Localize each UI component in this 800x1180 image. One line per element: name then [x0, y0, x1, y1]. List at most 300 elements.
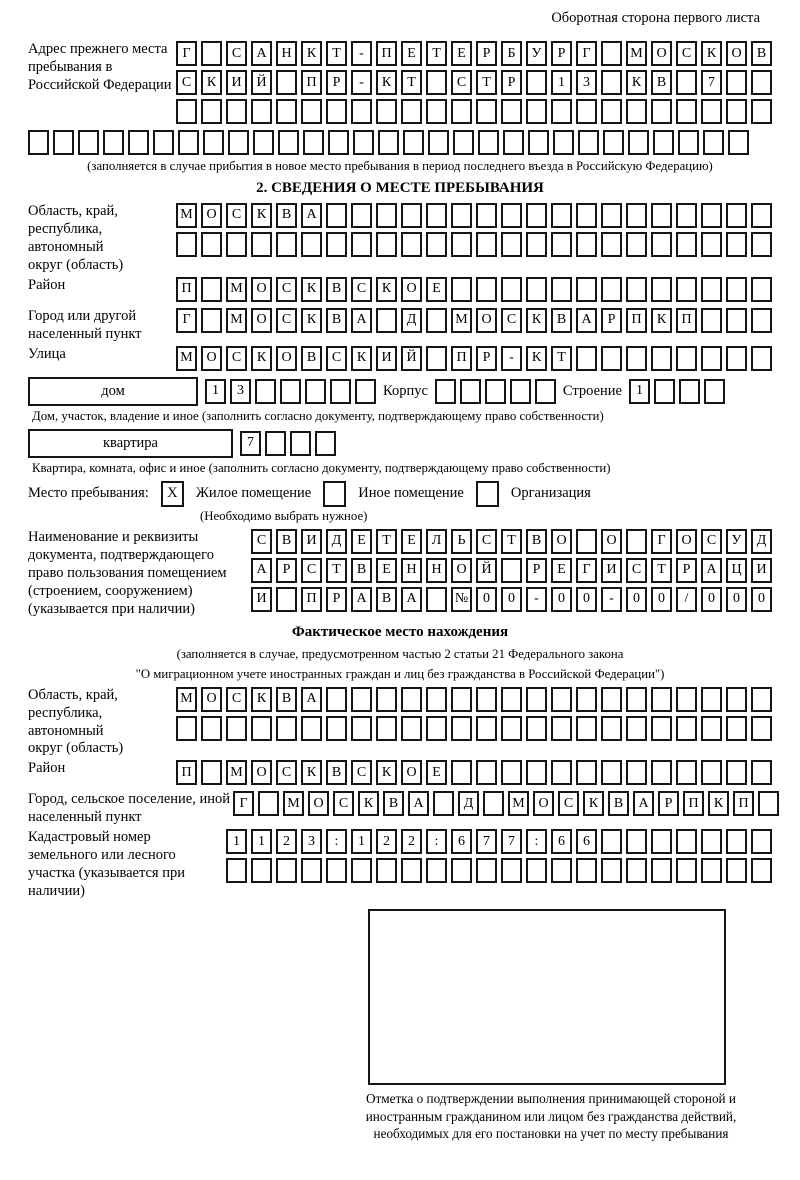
- char-cell[interactable]: В: [326, 760, 347, 785]
- char-cell[interactable]: [726, 716, 747, 741]
- char-cell[interactable]: [353, 130, 374, 155]
- char-cell[interactable]: П: [176, 277, 197, 302]
- char-cell[interactable]: [255, 379, 276, 404]
- char-cell[interactable]: Т: [651, 558, 672, 583]
- char-cell[interactable]: [201, 716, 222, 741]
- char-cell[interactable]: [651, 716, 672, 741]
- char-cell[interactable]: Г: [233, 791, 254, 816]
- char-cell[interactable]: [376, 232, 397, 257]
- char-cell[interactable]: [603, 130, 624, 155]
- char-cell[interactable]: С: [351, 760, 372, 785]
- char-cell[interactable]: К: [251, 346, 272, 371]
- char-cell[interactable]: [651, 858, 672, 883]
- char-cell[interactable]: А: [701, 558, 722, 583]
- char-cell[interactable]: [751, 346, 772, 371]
- char-cell[interactable]: 2: [401, 829, 422, 854]
- char-cell[interactable]: [654, 379, 675, 404]
- char-cell[interactable]: В: [326, 277, 347, 302]
- char-cell[interactable]: [601, 760, 622, 785]
- char-cell[interactable]: С: [276, 308, 297, 333]
- char-cell[interactable]: [526, 687, 547, 712]
- char-cell[interactable]: [758, 791, 779, 816]
- char-cell[interactable]: [226, 858, 247, 883]
- char-cell[interactable]: [251, 232, 272, 257]
- char-cell[interactable]: О: [201, 687, 222, 712]
- char-cell[interactable]: Д: [326, 529, 347, 554]
- char-cell[interactable]: М: [226, 760, 247, 785]
- char-cell[interactable]: П: [683, 791, 704, 816]
- char-cell[interactable]: [451, 716, 472, 741]
- char-cell[interactable]: [701, 99, 722, 124]
- char-cell[interactable]: В: [276, 687, 297, 712]
- char-cell[interactable]: [351, 99, 372, 124]
- char-cell[interactable]: [626, 829, 647, 854]
- char-cell[interactable]: О: [251, 760, 272, 785]
- char-cell[interactable]: [626, 529, 647, 554]
- char-cell[interactable]: К: [358, 791, 379, 816]
- char-cell[interactable]: Р: [601, 308, 622, 333]
- char-cell[interactable]: 0: [651, 587, 672, 612]
- char-cell[interactable]: М: [176, 203, 197, 228]
- char-cell[interactable]: [703, 130, 724, 155]
- char-cell[interactable]: О: [401, 760, 422, 785]
- char-cell[interactable]: С: [226, 687, 247, 712]
- char-cell[interactable]: [601, 716, 622, 741]
- char-cell[interactable]: [626, 346, 647, 371]
- char-cell[interactable]: С: [226, 41, 247, 66]
- char-cell[interactable]: [301, 232, 322, 257]
- char-cell[interactable]: [501, 558, 522, 583]
- char-cell[interactable]: [510, 379, 531, 404]
- char-cell[interactable]: М: [451, 308, 472, 333]
- char-cell[interactable]: [128, 130, 149, 155]
- char-cell[interactable]: [351, 687, 372, 712]
- char-cell[interactable]: Л: [426, 529, 447, 554]
- char-cell[interactable]: К: [301, 41, 322, 66]
- char-cell[interactable]: [28, 130, 49, 155]
- char-cell[interactable]: Е: [376, 558, 397, 583]
- char-cell[interactable]: 6: [551, 829, 572, 854]
- char-cell[interactable]: В: [751, 41, 772, 66]
- char-cell[interactable]: Д: [458, 791, 479, 816]
- char-cell[interactable]: Е: [426, 760, 447, 785]
- char-cell[interactable]: [626, 687, 647, 712]
- char-cell[interactable]: П: [301, 587, 322, 612]
- char-cell[interactable]: [653, 130, 674, 155]
- char-cell[interactable]: [576, 529, 597, 554]
- char-cell[interactable]: [651, 203, 672, 228]
- char-cell[interactable]: П: [376, 41, 397, 66]
- char-cell[interactable]: [401, 232, 422, 257]
- char-cell[interactable]: [751, 232, 772, 257]
- char-cell[interactable]: С: [326, 346, 347, 371]
- char-cell[interactable]: 1: [226, 829, 247, 854]
- char-cell[interactable]: [751, 829, 772, 854]
- char-cell[interactable]: Р: [658, 791, 679, 816]
- char-cell[interactable]: В: [526, 529, 547, 554]
- char-cell[interactable]: [351, 232, 372, 257]
- char-cell[interactable]: [701, 760, 722, 785]
- char-cell[interactable]: [701, 687, 722, 712]
- char-cell[interactable]: П: [733, 791, 754, 816]
- char-cell[interactable]: [401, 99, 422, 124]
- char-cell[interactable]: -: [351, 41, 372, 66]
- char-cell[interactable]: [751, 70, 772, 95]
- char-cell[interactable]: [376, 858, 397, 883]
- char-cell[interactable]: [651, 232, 672, 257]
- char-cell[interactable]: К: [526, 308, 547, 333]
- char-cell[interactable]: [726, 203, 747, 228]
- char-cell[interactable]: [376, 203, 397, 228]
- char-cell[interactable]: [376, 308, 397, 333]
- char-cell[interactable]: [676, 346, 697, 371]
- char-cell[interactable]: [676, 99, 697, 124]
- char-cell[interactable]: [305, 379, 326, 404]
- char-cell[interactable]: [551, 203, 572, 228]
- char-cell[interactable]: Б: [501, 41, 522, 66]
- char-cell[interactable]: П: [626, 308, 647, 333]
- char-cell[interactable]: [701, 277, 722, 302]
- char-cell[interactable]: №: [451, 587, 472, 612]
- char-cell[interactable]: М: [176, 346, 197, 371]
- char-cell[interactable]: 0: [701, 587, 722, 612]
- char-cell[interactable]: [676, 687, 697, 712]
- char-cell[interactable]: Р: [326, 587, 347, 612]
- char-cell[interactable]: [626, 760, 647, 785]
- char-cell[interactable]: О: [401, 277, 422, 302]
- checkbox-residential[interactable]: X: [161, 481, 184, 507]
- char-cell[interactable]: К: [351, 346, 372, 371]
- char-cell[interactable]: [378, 130, 399, 155]
- char-cell[interactable]: [483, 791, 504, 816]
- char-cell[interactable]: [626, 858, 647, 883]
- char-cell[interactable]: [526, 99, 547, 124]
- char-cell[interactable]: Е: [401, 41, 422, 66]
- char-cell[interactable]: [226, 99, 247, 124]
- char-cell[interactable]: [426, 99, 447, 124]
- char-cell[interactable]: К: [251, 203, 272, 228]
- char-cell[interactable]: :: [426, 829, 447, 854]
- char-cell[interactable]: М: [176, 687, 197, 712]
- char-cell[interactable]: В: [351, 558, 372, 583]
- char-cell[interactable]: [276, 716, 297, 741]
- char-cell[interactable]: [576, 760, 597, 785]
- char-cell[interactable]: 3: [230, 379, 251, 404]
- char-cell[interactable]: Р: [551, 41, 572, 66]
- char-cell[interactable]: [326, 687, 347, 712]
- char-cell[interactable]: 0: [751, 587, 772, 612]
- char-cell[interactable]: [601, 277, 622, 302]
- char-cell[interactable]: [551, 277, 572, 302]
- char-cell[interactable]: [426, 346, 447, 371]
- char-cell[interactable]: [726, 760, 747, 785]
- char-cell[interactable]: К: [301, 308, 322, 333]
- char-cell[interactable]: [701, 203, 722, 228]
- char-cell[interactable]: [401, 858, 422, 883]
- char-cell[interactable]: Т: [326, 41, 347, 66]
- char-cell[interactable]: [728, 130, 749, 155]
- char-cell[interactable]: [676, 760, 697, 785]
- char-cell[interactable]: [251, 716, 272, 741]
- char-cell[interactable]: [726, 70, 747, 95]
- char-cell[interactable]: [701, 346, 722, 371]
- char-cell[interactable]: С: [226, 203, 247, 228]
- char-cell[interactable]: 7: [476, 829, 497, 854]
- char-cell[interactable]: [476, 858, 497, 883]
- char-cell[interactable]: О: [251, 308, 272, 333]
- char-cell[interactable]: [526, 760, 547, 785]
- char-cell[interactable]: [426, 858, 447, 883]
- char-cell[interactable]: [226, 716, 247, 741]
- char-cell[interactable]: Т: [326, 558, 347, 583]
- char-cell[interactable]: [78, 130, 99, 155]
- char-cell[interactable]: П: [176, 760, 197, 785]
- char-cell[interactable]: [276, 858, 297, 883]
- char-cell[interactable]: 1: [351, 829, 372, 854]
- char-cell[interactable]: Д: [401, 308, 422, 333]
- char-cell[interactable]: [303, 130, 324, 155]
- char-cell[interactable]: [476, 716, 497, 741]
- char-cell[interactable]: [701, 308, 722, 333]
- char-cell[interactable]: [351, 858, 372, 883]
- char-cell[interactable]: С: [558, 791, 579, 816]
- char-cell[interactable]: [433, 791, 454, 816]
- char-cell[interactable]: [253, 130, 274, 155]
- char-cell[interactable]: В: [383, 791, 404, 816]
- char-cell[interactable]: Т: [376, 529, 397, 554]
- char-cell[interactable]: У: [726, 529, 747, 554]
- char-cell[interactable]: А: [251, 558, 272, 583]
- char-cell[interactable]: [701, 858, 722, 883]
- char-cell[interactable]: К: [376, 277, 397, 302]
- char-cell[interactable]: [501, 716, 522, 741]
- char-cell[interactable]: [601, 99, 622, 124]
- char-cell[interactable]: С: [476, 529, 497, 554]
- char-cell[interactable]: [601, 829, 622, 854]
- char-cell[interactable]: [726, 858, 747, 883]
- char-cell[interactable]: [176, 99, 197, 124]
- char-cell[interactable]: [526, 277, 547, 302]
- char-cell[interactable]: 2: [276, 829, 297, 854]
- char-cell[interactable]: [201, 308, 222, 333]
- char-cell[interactable]: Г: [576, 41, 597, 66]
- char-cell[interactable]: [576, 687, 597, 712]
- char-cell[interactable]: [551, 716, 572, 741]
- char-cell[interactable]: К: [701, 41, 722, 66]
- char-cell[interactable]: [176, 716, 197, 741]
- char-cell[interactable]: О: [551, 529, 572, 554]
- char-cell[interactable]: [376, 687, 397, 712]
- char-cell[interactable]: 0: [476, 587, 497, 612]
- char-cell[interactable]: В: [551, 308, 572, 333]
- char-cell[interactable]: 0: [501, 587, 522, 612]
- char-cell[interactable]: Г: [176, 308, 197, 333]
- char-cell[interactable]: А: [251, 41, 272, 66]
- char-cell[interactable]: [601, 687, 622, 712]
- char-cell[interactable]: [651, 829, 672, 854]
- char-cell[interactable]: [726, 346, 747, 371]
- char-cell[interactable]: В: [326, 308, 347, 333]
- char-cell[interactable]: [226, 232, 247, 257]
- char-cell[interactable]: [751, 99, 772, 124]
- char-cell[interactable]: А: [301, 203, 322, 228]
- char-cell[interactable]: Е: [551, 558, 572, 583]
- char-cell[interactable]: [326, 716, 347, 741]
- char-cell[interactable]: [435, 379, 456, 404]
- char-cell[interactable]: [201, 232, 222, 257]
- char-cell[interactable]: [601, 346, 622, 371]
- char-cell[interactable]: 3: [301, 829, 322, 854]
- char-cell[interactable]: Т: [501, 529, 522, 554]
- char-cell[interactable]: 1: [251, 829, 272, 854]
- char-cell[interactable]: [476, 687, 497, 712]
- char-cell[interactable]: В: [608, 791, 629, 816]
- char-cell[interactable]: С: [351, 277, 372, 302]
- char-cell[interactable]: О: [726, 41, 747, 66]
- char-cell[interactable]: [651, 277, 672, 302]
- char-cell[interactable]: М: [226, 277, 247, 302]
- char-cell[interactable]: Т: [426, 41, 447, 66]
- char-cell[interactable]: [326, 203, 347, 228]
- char-cell[interactable]: [426, 308, 447, 333]
- char-cell[interactable]: [501, 99, 522, 124]
- char-cell[interactable]: [426, 587, 447, 612]
- char-cell[interactable]: [258, 791, 279, 816]
- char-cell[interactable]: [276, 70, 297, 95]
- char-cell[interactable]: [451, 99, 472, 124]
- char-cell[interactable]: [228, 130, 249, 155]
- char-cell[interactable]: [301, 99, 322, 124]
- char-cell[interactable]: [651, 687, 672, 712]
- char-cell[interactable]: [551, 858, 572, 883]
- char-cell[interactable]: С: [451, 70, 472, 95]
- char-cell[interactable]: [701, 716, 722, 741]
- char-cell[interactable]: 3: [576, 70, 597, 95]
- char-cell[interactable]: Р: [476, 346, 497, 371]
- char-cell[interactable]: Й: [476, 558, 497, 583]
- char-cell[interactable]: К: [301, 760, 322, 785]
- char-cell[interactable]: С: [226, 346, 247, 371]
- char-cell[interactable]: Н: [276, 41, 297, 66]
- char-cell[interactable]: [526, 70, 547, 95]
- char-cell[interactable]: С: [176, 70, 197, 95]
- char-cell[interactable]: [526, 716, 547, 741]
- checkbox-organization[interactable]: [476, 481, 499, 507]
- char-cell[interactable]: К: [626, 70, 647, 95]
- char-cell[interactable]: [301, 858, 322, 883]
- char-cell[interactable]: К: [708, 791, 729, 816]
- char-cell[interactable]: Г: [176, 41, 197, 66]
- char-cell[interactable]: [301, 716, 322, 741]
- char-cell[interactable]: [751, 308, 772, 333]
- char-cell[interactable]: С: [301, 558, 322, 583]
- char-cell[interactable]: [326, 858, 347, 883]
- char-cell[interactable]: 7: [240, 431, 261, 456]
- char-cell[interactable]: [551, 760, 572, 785]
- char-cell[interactable]: [678, 130, 699, 155]
- char-cell[interactable]: [476, 277, 497, 302]
- char-cell[interactable]: [751, 760, 772, 785]
- char-cell[interactable]: 0: [626, 587, 647, 612]
- char-cell[interactable]: -: [526, 587, 547, 612]
- char-cell[interactable]: [451, 232, 472, 257]
- char-cell[interactable]: А: [633, 791, 654, 816]
- char-cell[interactable]: П: [676, 308, 697, 333]
- char-cell[interactable]: [676, 203, 697, 228]
- char-cell[interactable]: С: [251, 529, 272, 554]
- char-cell[interactable]: А: [401, 587, 422, 612]
- char-cell[interactable]: А: [576, 308, 597, 333]
- char-cell[interactable]: [401, 203, 422, 228]
- char-cell[interactable]: [476, 203, 497, 228]
- char-cell[interactable]: [626, 716, 647, 741]
- char-cell[interactable]: [426, 70, 447, 95]
- char-cell[interactable]: С: [501, 308, 522, 333]
- char-cell[interactable]: [751, 858, 772, 883]
- char-cell[interactable]: [626, 99, 647, 124]
- char-cell[interactable]: [351, 203, 372, 228]
- char-cell[interactable]: /: [676, 587, 697, 612]
- char-cell[interactable]: [315, 431, 336, 456]
- char-cell[interactable]: [651, 346, 672, 371]
- char-cell[interactable]: [201, 277, 222, 302]
- char-cell[interactable]: [485, 379, 506, 404]
- char-cell[interactable]: -: [501, 346, 522, 371]
- char-cell[interactable]: [426, 687, 447, 712]
- char-cell[interactable]: К: [526, 346, 547, 371]
- char-cell[interactable]: [501, 687, 522, 712]
- char-cell[interactable]: -: [351, 70, 372, 95]
- char-cell[interactable]: [451, 203, 472, 228]
- char-cell[interactable]: [426, 716, 447, 741]
- char-cell[interactable]: [679, 379, 700, 404]
- char-cell[interactable]: [576, 346, 597, 371]
- char-cell[interactable]: [726, 308, 747, 333]
- char-cell[interactable]: [478, 130, 499, 155]
- char-cell[interactable]: А: [408, 791, 429, 816]
- char-cell[interactable]: [676, 232, 697, 257]
- char-cell[interactable]: К: [376, 70, 397, 95]
- char-cell[interactable]: С: [676, 41, 697, 66]
- char-cell[interactable]: К: [651, 308, 672, 333]
- char-cell[interactable]: :: [326, 829, 347, 854]
- char-cell[interactable]: [701, 232, 722, 257]
- char-cell[interactable]: [403, 130, 424, 155]
- char-cell[interactable]: Е: [401, 529, 422, 554]
- char-cell[interactable]: О: [451, 558, 472, 583]
- char-cell[interactable]: [626, 277, 647, 302]
- checkbox-other-premises[interactable]: [323, 481, 346, 507]
- char-cell[interactable]: [576, 716, 597, 741]
- char-cell[interactable]: [676, 829, 697, 854]
- char-cell[interactable]: [576, 99, 597, 124]
- char-cell[interactable]: Ц: [726, 558, 747, 583]
- char-cell[interactable]: [535, 379, 556, 404]
- char-cell[interactable]: :: [526, 829, 547, 854]
- char-cell[interactable]: [551, 99, 572, 124]
- char-cell[interactable]: М: [508, 791, 529, 816]
- char-cell[interactable]: [576, 858, 597, 883]
- char-cell[interactable]: В: [276, 203, 297, 228]
- char-cell[interactable]: О: [676, 529, 697, 554]
- char-cell[interactable]: 0: [726, 587, 747, 612]
- char-cell[interactable]: [751, 277, 772, 302]
- char-cell[interactable]: Н: [426, 558, 447, 583]
- char-cell[interactable]: [178, 130, 199, 155]
- char-cell[interactable]: 6: [576, 829, 597, 854]
- char-cell[interactable]: Р: [501, 70, 522, 95]
- char-cell[interactable]: 0: [551, 587, 572, 612]
